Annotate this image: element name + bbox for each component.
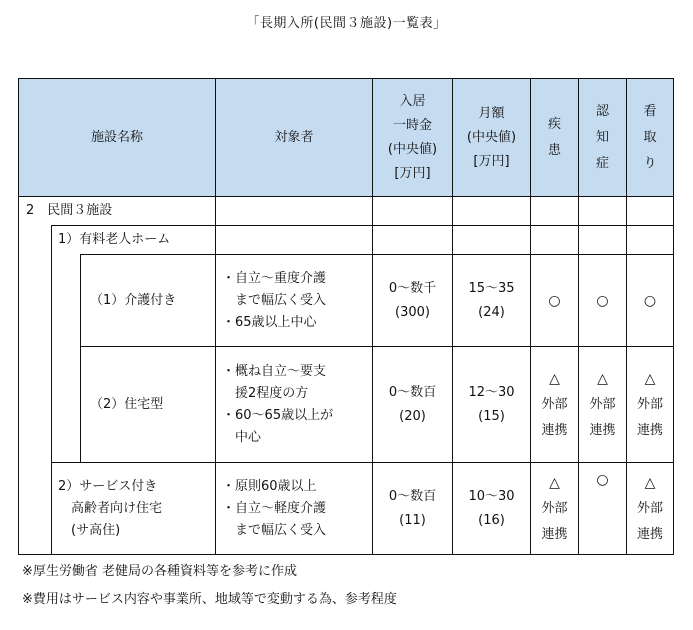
header-disease (531, 79, 578, 196)
header-dementia-char: 認 (595, 103, 609, 119)
header-entrance-fee-line: 入居 (399, 93, 426, 109)
row-monthly-line: (24) (478, 304, 505, 320)
row-monthly-line: 12～30 (468, 384, 515, 400)
header-entrance-fee-line: (中央値) (387, 141, 438, 157)
row-name (90, 347, 214, 462)
row-target-line: 援2程度の方 (222, 385, 309, 401)
rule (80, 254, 81, 463)
group-label (58, 226, 214, 254)
rule (18, 554, 674, 555)
row-entrance-line: 0～数千 (388, 280, 437, 296)
row-entrance-line: (11) (399, 512, 426, 528)
rule (673, 78, 674, 555)
group-label-text: 1）有料老人ホーム (58, 232, 171, 247)
row-disease-mark: △ (549, 474, 560, 491)
row-dementia-mark: ○ (596, 292, 609, 309)
row-disease (531, 255, 578, 346)
header-disease-char: 疾 (547, 116, 561, 132)
row-dementia-mark: △ (597, 370, 608, 387)
row-end-of-life-mark: △ (644, 474, 656, 491)
row-dementia (579, 347, 626, 462)
header-target (216, 79, 372, 196)
header-entrance-fee (373, 79, 452, 196)
row-target-line: ・概ね自立～要支 (222, 363, 327, 379)
row-target-line: まで幅広く受入 (222, 522, 327, 538)
row-dementia-line: 連携 (589, 422, 616, 438)
row-disease-mark: ○ (548, 292, 561, 309)
row-entrance-line: 0～数百 (388, 384, 437, 400)
header-disease-char: 患 (547, 142, 561, 158)
row-entrance (373, 463, 452, 554)
table-title: 「長期入所(民間３施設)一覧表」 (246, 16, 447, 31)
row-target (222, 347, 372, 462)
row-end-of-life (627, 463, 673, 554)
row-name-text: （1）介護付き (90, 292, 177, 308)
row-end-of-life-line: 外部 (636, 500, 663, 516)
row-target-line: まで幅広く受入 (222, 292, 327, 308)
row-dementia-mark: ○ (596, 472, 609, 488)
header-monthly-fee-line: [万円] (473, 153, 510, 169)
header-monthly-fee-line: (中央値) (466, 129, 517, 145)
header-end-of-life-char: 取 (643, 129, 657, 145)
row-name-text: （2）住宅型 (90, 396, 164, 412)
row-name-line: (サ高住) (58, 522, 121, 538)
row-name-line: 高齢者向け住宅 (58, 500, 163, 516)
row-end-of-life-line: 連携 (636, 526, 663, 542)
row-dementia-line: 外部 (589, 396, 616, 412)
header-dementia-char: 症 (595, 155, 609, 171)
row-end-of-life (627, 347, 673, 462)
row-disease-line: 連携 (541, 526, 568, 542)
row-entrance-line: (20) (399, 408, 426, 424)
header-facility-name (19, 79, 215, 196)
row-target-line: 中心 (222, 429, 262, 445)
row-monthly-line: 15～35 (468, 280, 515, 296)
row-end-of-life-line: 外部 (636, 396, 663, 412)
row-monthly-line: (15) (478, 408, 505, 424)
row-monthly (453, 463, 530, 554)
row-target-line: ・自立～重度介護 (222, 270, 327, 286)
row-dementia (579, 255, 626, 346)
footnote: ※費用はサービス内容や事業所、地域等で変動する為、参考程度 (22, 592, 397, 607)
row-disease (531, 347, 578, 462)
row-name (58, 463, 214, 554)
row-monthly (453, 255, 530, 346)
row-dementia (579, 463, 626, 554)
header-end-of-life-char: り (643, 155, 657, 171)
rule (51, 225, 52, 555)
row-target (222, 255, 372, 346)
row-monthly-line: 10～30 (468, 488, 515, 504)
row-target-line: ・60～65歳以上が (222, 407, 334, 423)
header-entrance-fee-line: 一時金 (392, 117, 432, 133)
row-entrance-line: 0～数百 (388, 488, 437, 504)
row-target-line: ・原則60歳以上 (222, 478, 317, 494)
footnote: ※厚生労働省 老健局の各種資料等を参考に作成 (22, 564, 298, 579)
header-monthly-fee-line: 月額 (478, 105, 505, 121)
section-label-text: 2 民間３施設 (26, 203, 113, 218)
header-entrance-fee-line: [万円] (394, 165, 431, 181)
row-disease (531, 463, 578, 554)
row-end-of-life-mark: △ (644, 370, 656, 387)
header-end-of-life-char: 看 (643, 103, 657, 119)
header-monthly-fee (453, 79, 530, 196)
row-name (90, 255, 214, 346)
row-target-line: ・自立～軽度介護 (222, 500, 327, 516)
row-disease-line: 外部 (541, 396, 568, 412)
row-entrance (373, 347, 452, 462)
row-name-line: 2）サービス付き (58, 478, 158, 494)
row-end-of-life-mark: ○ (643, 292, 657, 309)
row-entrance (373, 255, 452, 346)
row-target (222, 463, 372, 554)
header-facility-name-label: 施設名称 (90, 129, 143, 145)
row-end-of-life (627, 255, 673, 346)
header-dementia (579, 79, 626, 196)
row-end-of-life-line: 連携 (636, 422, 663, 438)
row-monthly (453, 347, 530, 462)
header-end-of-life (627, 79, 673, 196)
row-disease-line: 連携 (541, 422, 568, 438)
row-target-line: ・65歳以上中心 (222, 314, 317, 330)
row-disease-mark: △ (549, 370, 560, 387)
header-dementia-char: 知 (595, 129, 609, 145)
row-monthly-line: (16) (478, 512, 505, 528)
row-entrance-line: (300) (395, 304, 430, 320)
row-disease-line: 外部 (541, 500, 568, 516)
header-target-label: 対象者 (274, 129, 314, 145)
section-label (26, 197, 214, 225)
